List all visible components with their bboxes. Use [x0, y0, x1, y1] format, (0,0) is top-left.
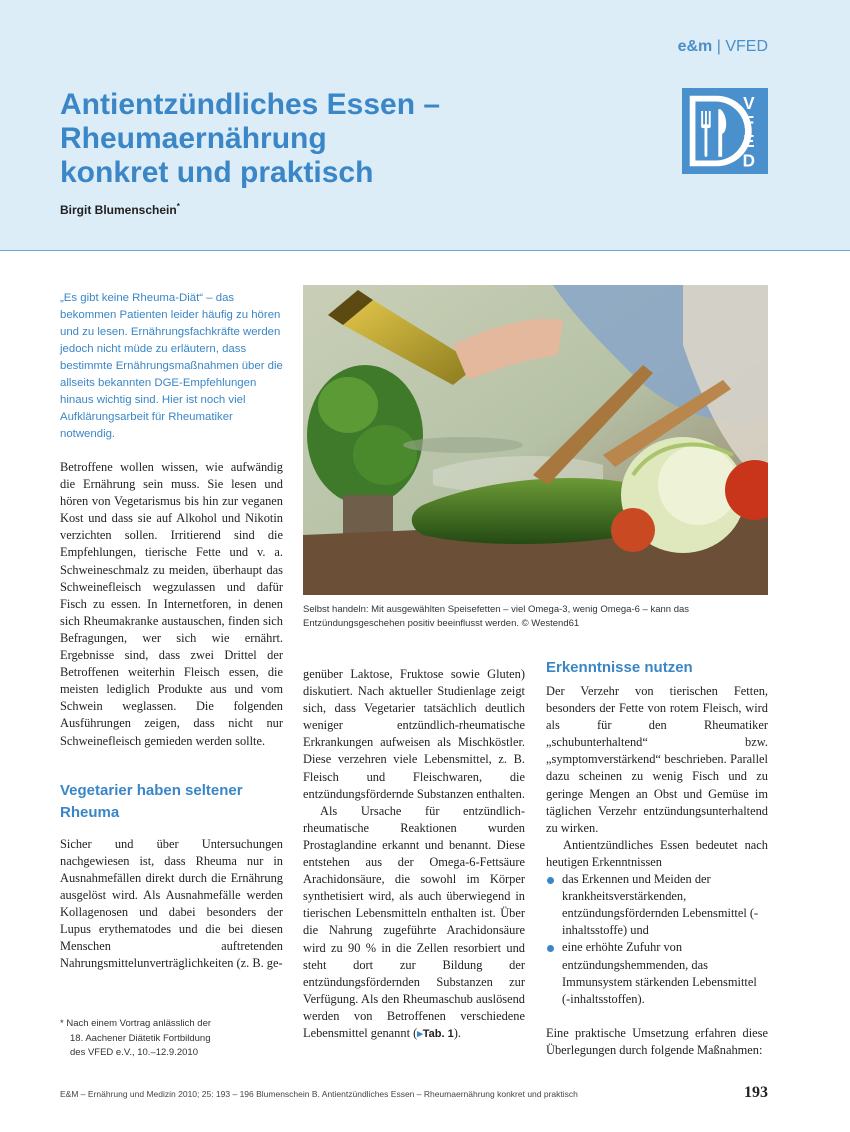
cooking-photo-illustration: [303, 285, 768, 595]
bullet-item: das Erkennen und Meiden der krankheitsverstärkenden, entzündungsfördernden Lebensmittel (-inhaltsstoffe) und: [546, 871, 768, 939]
logo-letter: V: [743, 93, 755, 114]
author-line: [60, 202, 180, 217]
journal-brand: e&m: [677, 38, 713, 55]
journal-society: VFED: [725, 38, 768, 55]
body-paragraph: Betroffene wollen wissen, wie aufwändig die Ernährung sein muss. Sie lesen und hören von Vegetarismus bis hin zur veganen Kost und dass sie auf Alkohol und Nikotin verzichten sollen. Irritierend sind die Empfehlungen, tierische Fette und v. a. Schweineschmalz zu meiden, überhaupt das Schweinefleisch wegzulassen und dafür Fisch zu essen. In Internetforen, in denen sich Rheumakranke austauschen, finden sich Befragungen, wer sich wie ernährt. Ergebnisse sind, dass zwei Drittel der Betroffenen weiterhin Fleisch essen, die meisten lediglich Produkte aus und vom Schwein weglassen. Die folgenden Ausführungen zeigen, dass nicht nur Schweinefleisch gemieden werden sollte.: [60, 460, 283, 748]
title-line: Antientzündliches Essen –: [60, 88, 441, 121]
section-heading: Vegetarier haben seltener Rheuma: [60, 781, 243, 821]
body-text: ).: [453, 1025, 461, 1040]
article-title: [60, 88, 580, 190]
body-paragraph: Sicher und über Untersuchungen nachgewiesen ist, dass Rheuma nur in Ausnahmefällen direkt durch die Ernährung ausgelöst wird. Als Ausnahmefälle werden Kollagenosen und dabei besonders der Lupus erythematodes und die bei diesen Menschen auftretenden Nahrungsmittelunverträglichkeiten (z. B. ge-: [60, 836, 283, 971]
logo-letter: E: [743, 131, 755, 152]
vfed-logo: [682, 88, 768, 174]
column-left: [60, 290, 283, 972]
arrow-right-icon: ▸: [417, 1027, 423, 1040]
body-paragraph: [303, 803, 525, 1043]
page-number: 193: [744, 1084, 768, 1101]
logo-letter: D: [742, 150, 756, 171]
vfed-logo-graphic: [684, 90, 766, 172]
body-paragraph: Eine praktische Umsetzung erfahren diese Überlegungen durch folgende Maßnahmen:: [546, 1025, 768, 1057]
logo-letter: F: [743, 112, 755, 133]
journal-separator: |: [716, 38, 721, 55]
author-name: Birgit Blumenschein: [60, 203, 177, 217]
column-middle: [303, 666, 525, 1043]
footnote-line: * Nach einem Vortrag anlässlich der: [60, 1018, 212, 1029]
footnote-line: 18. Aachener Diätetik Fortbildung: [70, 1032, 211, 1044]
lead-paragraph: „Es gibt keine Rheuma-Diät“ – das bekommen Patienten leider häufig zu hören und zu lesen. Ernährungsfachkräfte werden jedoch nicht müde zu erläutern, dass bestimmte Ernährungsmaßnahmen über die allseits bekannten DGE-Empfehlungen hinaus wichtig sind. Hier ist noch viel Aufklärungsarbeit für Rheumatiker notwendig.: [60, 292, 283, 440]
author-footnote-mark: *: [176, 202, 180, 211]
body-text: Als Ursache für entzündlich-rheumatische Reaktionen wurden Prostaglandine erkannt und benannt. Diese entstehen aus der Omega-6-Fettsäure Arachidonsäure, die sowohl im Körper synthetisiert wird, als auch überwiegend in tierischen Lebensmitteln enthalten ist. Über die Nahrung zugeführte Arachidonsäure wird zu 90 % in die Zellen resorbiert und steht dort zur Bildung der entzündungsfördernden Substanzen zur Verfügung. Als den Rheumaschub auslösend werden von Betroffenen verschiedene Lebensmittel genannt (: [303, 803, 525, 1040]
title-line: konkret und praktisch: [60, 156, 374, 189]
body-paragraph: genüber Laktose, Fruktose sowie Gluten) diskutiert. Nach aktueller Studienlage zeigt sich, dass Vegetarier tatsächlich deutlich weniger entzündlich-rheumatische Erkrankungen aufweisen als Mischköstler. Diese verzehren viele Lebensmittel, z. B. Fleisch und Fleischwaren, die entzündungsfördernde Substanzen enthalten.: [303, 667, 525, 801]
bullet-item: eine erhöhte Zufuhr von entzündungshemmenden, das Immunsystem stärkenden Lebensmittel (-inhaltsstoffen).: [546, 939, 768, 1007]
column-right: [546, 657, 768, 1059]
header-divider: [0, 250, 850, 251]
title-line: Rheumaernährung: [60, 122, 327, 155]
section-heading: Erkenntnisse nutzen: [546, 659, 693, 676]
photo-caption: Selbst handeln: Mit ausgewählten Speisefetten – viel Omega-3, wenig Omega-6 – kann das Entzündungsgeschehen positiv beeinflusst werden. © Westend61: [303, 604, 690, 629]
article-photo: [303, 285, 768, 595]
body-paragraph: Der Verzehr von tierischen Fetten, besonders der Fette von rotem Fleisch, wird als für den Rheumatiker „schubunterhaltend“ bzw. „symptomverstärkend“ beschrieben. Parallel dazu scheinen zu wenig Fisch und zu geringe Mengen an Obst und Gemüse im täglichen Verzehr entzündungsunterhaltend zu wirken.: [546, 684, 768, 835]
table-reference-label: Tab. 1: [422, 1027, 454, 1040]
footnote-line: des VFED e.V., 10.–12.9.2010: [70, 1047, 198, 1058]
body-paragraph: Antientzündliches Essen bedeutet nach heutigen Erkenntnissen: [546, 837, 768, 869]
page-footer-citation: E&M – Ernährung und Medizin 2010; 25: 193 – 196 Blumenschein B. Antientzündliches Essen – Rheumaernährung konkret und praktisch: [60, 1089, 578, 1099]
journal-tag: [678, 38, 768, 56]
table-reference-link[interactable]: [417, 1028, 454, 1040]
author-footnote: [60, 1017, 290, 1061]
